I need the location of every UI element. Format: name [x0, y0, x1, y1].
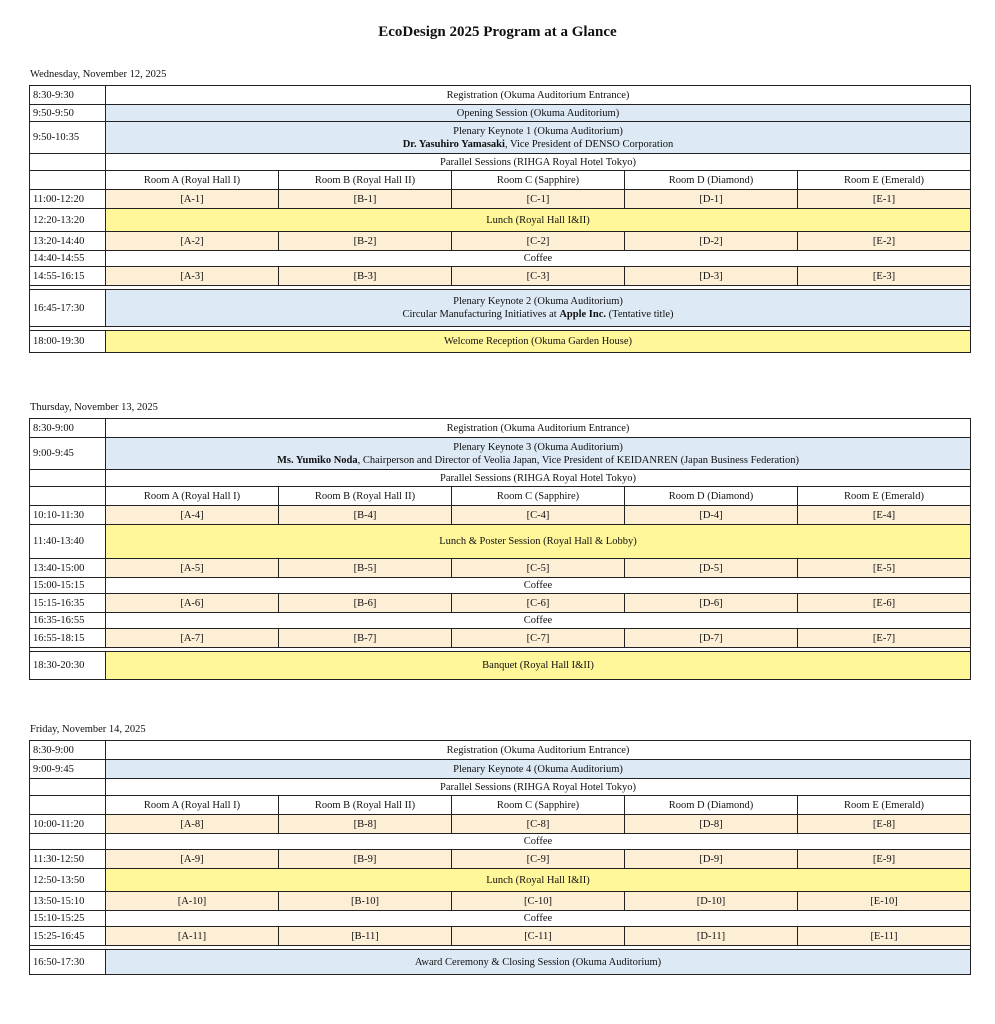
session-cell: [C-9]: [452, 850, 625, 869]
empty-time-cell: [30, 171, 106, 190]
row-registration: [30, 419, 971, 438]
session-cell: [C-3]: [452, 267, 625, 286]
registration-cell: Registration (Okuma Auditorium Entrance): [106, 741, 971, 760]
session-cell: [D-3]: [625, 267, 798, 286]
session-cell: [C-4]: [452, 506, 625, 525]
session-cell: [B-3]: [279, 267, 452, 286]
coffee-cell: Coffee: [106, 613, 971, 629]
time-cell: 10:10-11:30: [30, 506, 106, 525]
coffee-cell: Coffee: [106, 251, 971, 267]
room-b-header: Room B (Royal Hall II): [279, 171, 452, 190]
row-session-3: [30, 267, 971, 286]
registration-cell: Registration (Okuma Auditorium Entrance): [106, 419, 971, 438]
session-cell: [A-11]: [106, 927, 279, 946]
session-cell: [B-1]: [279, 190, 452, 209]
coffee-cell: Coffee: [106, 834, 971, 850]
row-coffee: [30, 251, 971, 267]
row-lunch-poster: [30, 525, 971, 559]
time-cell: 10:00-11:20: [30, 815, 106, 834]
session-cell: [E-6]: [798, 594, 971, 613]
day-label-friday: Friday, November 14, 2025: [30, 724, 146, 735]
session-cell: [D-11]: [625, 927, 798, 946]
row-parallel-header: [30, 779, 971, 796]
empty-time-cell: [30, 487, 106, 506]
row-session-5: [30, 559, 971, 578]
session-cell: [D-10]: [625, 892, 798, 911]
keynote-4-cell: Plenary Keynote 4 (Okuma Auditorium): [106, 760, 971, 779]
row-lunch: [30, 209, 971, 232]
time-cell: 8:30-9:00: [30, 419, 106, 438]
row-keynote-3: [30, 438, 971, 470]
time-cell: 16:55-18:15: [30, 629, 106, 648]
closing-session-cell: Award Ceremony & Closing Session (Okuma Auditorium): [106, 950, 971, 975]
time-cell: 9:50-9:50: [30, 105, 106, 122]
time-cell: 14:40-14:55: [30, 251, 106, 267]
coffee-cell: Coffee: [106, 911, 971, 927]
time-cell: 12:20-13:20: [30, 209, 106, 232]
time-cell: 15:25-16:45: [30, 927, 106, 946]
room-d-header: Room D (Diamond): [625, 171, 798, 190]
session-cell: [B-4]: [279, 506, 452, 525]
row-coffee: [30, 834, 971, 850]
session-cell: [D-7]: [625, 629, 798, 648]
session-cell: [D-2]: [625, 232, 798, 251]
session-cell: [D-6]: [625, 594, 798, 613]
time-cell: 8:30-9:30: [30, 86, 106, 105]
time-cell: 15:00-15:15: [30, 578, 106, 594]
session-cell: [A-4]: [106, 506, 279, 525]
room-c-header: Room C (Sapphire): [452, 796, 625, 815]
session-cell: [B-10]: [279, 892, 452, 911]
parallel-sessions-cell: Parallel Sessions (RIHGA Royal Hotel Tokyo): [106, 470, 971, 487]
reception-cell: Welcome Reception (Okuma Garden House): [106, 331, 971, 353]
row-parallel-header: [30, 154, 971, 171]
row-coffee: [30, 578, 971, 594]
room-a-header: Room A (Royal Hall I): [106, 171, 279, 190]
room-a-header: Room A (Royal Hall I): [106, 796, 279, 815]
parallel-sessions-cell: Parallel Sessions (RIHGA Royal Hotel Tokyo): [106, 154, 971, 171]
session-cell: [E-9]: [798, 850, 971, 869]
lunch-poster-cell: Lunch & Poster Session (Royal Hall & Lobby): [106, 525, 971, 559]
session-cell: [C-2]: [452, 232, 625, 251]
row-session-1: [30, 190, 971, 209]
time-cell: 8:30-9:00: [30, 741, 106, 760]
session-cell: [B-11]: [279, 927, 452, 946]
session-cell: [A-9]: [106, 850, 279, 869]
speaker-name: Ms. Yumiko Noda: [277, 454, 358, 466]
session-cell: [D-9]: [625, 850, 798, 869]
session-cell: [C-5]: [452, 559, 625, 578]
session-cell: [D-1]: [625, 190, 798, 209]
speaker-affiliation: , Vice President of DENSO Corporation: [504, 138, 674, 150]
company-name: Apple Inc.: [559, 309, 607, 320]
session-cell: [D-8]: [625, 815, 798, 834]
session-cell: [E-7]: [798, 629, 971, 648]
room-e-header: Room E (Emerald): [798, 171, 971, 190]
session-cell: [A-8]: [106, 815, 279, 834]
row-session-2: [30, 232, 971, 251]
row-rooms: [30, 796, 971, 815]
session-cell: [C-1]: [452, 190, 625, 209]
row-session-6: [30, 594, 971, 613]
time-cell: 12:50-13:50: [30, 869, 106, 892]
keynote-speaker: [109, 138, 967, 151]
row-opening: [30, 105, 971, 122]
row-session-7: [30, 629, 971, 648]
row-registration: [30, 741, 971, 760]
speaker-name: Dr. Yasuhiro Yamasaki: [402, 138, 505, 150]
session-cell: [A-5]: [106, 559, 279, 578]
keynote-1-cell: [106, 122, 971, 154]
session-cell: [E-10]: [798, 892, 971, 911]
row-session-4: [30, 506, 971, 525]
lunch-cell: Lunch (Royal Hall I&II): [106, 209, 971, 232]
session-cell: [C-11]: [452, 927, 625, 946]
row-reception: [30, 331, 971, 353]
session-cell: [A-7]: [106, 629, 279, 648]
session-cell: [B-7]: [279, 629, 452, 648]
row-session-8: [30, 815, 971, 834]
session-cell: [C-10]: [452, 892, 625, 911]
session-cell: [B-6]: [279, 594, 452, 613]
row-session-9: [30, 850, 971, 869]
empty-time-cell: [30, 154, 106, 171]
time-cell: 9:00-9:45: [30, 760, 106, 779]
schedule-table-friday: [29, 740, 971, 975]
room-d-header: Room D (Diamond): [625, 487, 798, 506]
row-closing: [30, 950, 971, 975]
session-cell: [B-8]: [279, 815, 452, 834]
time-cell: 11:40-13:40: [30, 525, 106, 559]
time-cell: 15:15-16:35: [30, 594, 106, 613]
time-cell: 11:00-12:20: [30, 190, 106, 209]
row-keynote-4: [30, 760, 971, 779]
keynote-speaker: [109, 454, 967, 467]
time-cell: 9:50-10:35: [30, 122, 106, 154]
empty-time-cell: [30, 834, 106, 850]
time-cell: 11:30-12:50: [30, 850, 106, 869]
empty-time-cell: [30, 470, 106, 487]
keynote-3-cell: [106, 438, 971, 470]
session-cell: [A-3]: [106, 267, 279, 286]
schedule-table-wednesday: [29, 85, 971, 353]
time-cell: 16:50-17:30: [30, 950, 106, 975]
time-cell: 18:30-20:30: [30, 652, 106, 680]
row-registration: [30, 86, 971, 105]
time-cell: 14:55-16:15: [30, 267, 106, 286]
session-cell: [E-8]: [798, 815, 971, 834]
row-keynote-2: [30, 290, 971, 327]
row-session-11: [30, 927, 971, 946]
empty-time-cell: [30, 779, 106, 796]
session-cell: [E-5]: [798, 559, 971, 578]
row-rooms: [30, 171, 971, 190]
keynote-topic: [109, 308, 967, 321]
room-a-header: Room A (Royal Hall I): [106, 487, 279, 506]
opening-session-cell: Opening Session (Okuma Auditorium): [106, 105, 971, 122]
session-cell: [A-6]: [106, 594, 279, 613]
topic-note: (Tentative title): [606, 309, 674, 320]
row-keynote-1: [30, 122, 971, 154]
row-coffee: [30, 613, 971, 629]
session-cell: [E-11]: [798, 927, 971, 946]
banquet-cell: Banquet (Royal Hall I&II): [106, 652, 971, 680]
day-label-wednesday: Wednesday, November 12, 2025: [30, 69, 167, 80]
room-e-header: Room E (Emerald): [798, 487, 971, 506]
day-label-thursday: Thursday, November 13, 2025: [30, 402, 158, 413]
room-c-header: Room C (Sapphire): [452, 487, 625, 506]
parallel-sessions-cell: Parallel Sessions (RIHGA Royal Hotel Tokyo): [106, 779, 971, 796]
session-cell: [E-3]: [798, 267, 971, 286]
row-parallel-header: [30, 470, 971, 487]
session-cell: [E-1]: [798, 190, 971, 209]
room-d-header: Room D (Diamond): [625, 796, 798, 815]
session-cell: [E-4]: [798, 506, 971, 525]
room-c-header: Room C (Sapphire): [452, 171, 625, 190]
session-cell: [C-6]: [452, 594, 625, 613]
keynote-2-cell: [106, 290, 971, 327]
time-cell: 13:40-15:00: [30, 559, 106, 578]
session-cell: [A-2]: [106, 232, 279, 251]
room-b-header: Room B (Royal Hall II): [279, 796, 452, 815]
coffee-cell: Coffee: [106, 578, 971, 594]
keynote-title: Plenary Keynote 3 (Okuma Auditorium): [453, 441, 623, 453]
session-cell: [D-5]: [625, 559, 798, 578]
keynote-title: Plenary Keynote 2 (Okuma Auditorium): [453, 296, 623, 307]
row-coffee: [30, 911, 971, 927]
time-cell: 13:50-15:10: [30, 892, 106, 911]
time-cell: 15:10-15:25: [30, 911, 106, 927]
time-cell: 13:20-14:40: [30, 232, 106, 251]
session-cell: [D-4]: [625, 506, 798, 525]
time-cell: 16:45-17:30: [30, 290, 106, 327]
session-cell: [A-1]: [106, 190, 279, 209]
speaker-affiliation: , Chairperson and Director of Veolia Japan, Vice President of KEIDANREN (Japan Business Federation): [357, 454, 799, 466]
topic-text: Circular Manufacturing Initiatives at: [402, 309, 560, 320]
session-cell: [E-2]: [798, 232, 971, 251]
session-cell: [C-7]: [452, 629, 625, 648]
room-b-header: Room B (Royal Hall II): [279, 487, 452, 506]
row-lunch: [30, 869, 971, 892]
row-banquet: [30, 652, 971, 680]
session-cell: [A-10]: [106, 892, 279, 911]
time-cell: 18:00-19:30: [30, 331, 106, 353]
time-cell: 16:35-16:55: [30, 613, 106, 629]
schedule-table-thursday: [29, 418, 971, 680]
row-session-10: [30, 892, 971, 911]
session-cell: [B-5]: [279, 559, 452, 578]
empty-time-cell: [30, 796, 106, 815]
row-rooms: [30, 487, 971, 506]
page-title: EcoDesign 2025 Program at a Glance: [378, 24, 617, 40]
session-cell: [B-9]: [279, 850, 452, 869]
session-cell: [B-2]: [279, 232, 452, 251]
time-cell: 9:00-9:45: [30, 438, 106, 470]
room-e-header: Room E (Emerald): [798, 796, 971, 815]
keynote-title: Plenary Keynote 1 (Okuma Auditorium): [453, 125, 623, 137]
registration-cell: Registration (Okuma Auditorium Entrance): [106, 86, 971, 105]
session-cell: [C-8]: [452, 815, 625, 834]
lunch-cell: Lunch (Royal Hall I&II): [106, 869, 971, 892]
